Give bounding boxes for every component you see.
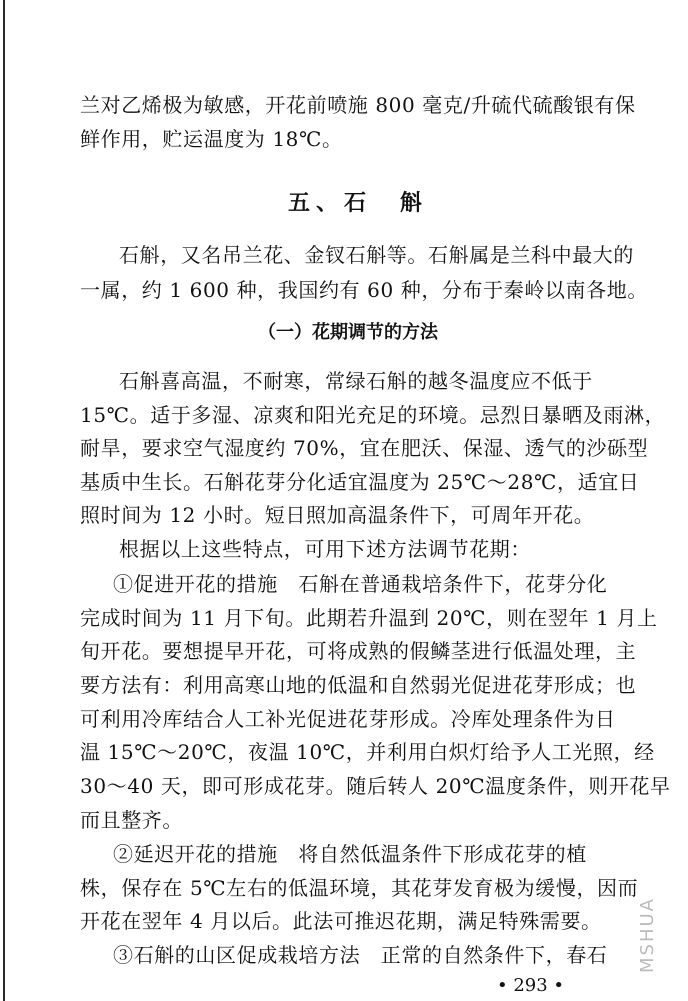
para2-line-4: 基质中生长。石斛花芽分化适宜温度为 25℃～28℃，适宜日	[80, 470, 640, 494]
subheading: （一）花期调节的方法	[258, 322, 438, 343]
para2-line-2: 15℃。适于多湿、凉爽和阳光充足的环境。忌烈日暴晒及雨淋，	[80, 403, 666, 427]
para1-line-1: 石斛，又名吊兰花、金钗石斛等。石斛属是兰科中最大的	[119, 243, 634, 267]
para2-line-1: 石斛喜高温，不耐寒，常绿石斛的越冬温度应不低于	[119, 369, 593, 393]
page-left-edge-rule	[3, 0, 5, 1001]
watermark-mark	[618, 880, 678, 990]
item1-line-4: 要方法有：利用高寒山地的低温和自然弱光促进花芽形成；也	[80, 673, 637, 697]
item1-line-6: 温 15℃～20℃，夜温 10℃，并利用白炽灯给予人工光照，经	[80, 740, 655, 764]
section-title: 五、石 斛	[288, 190, 429, 216]
intro-line-1: 兰对乙烯极为敏感，开花前喷施 800 毫克/升硫代硫酸银有保	[80, 93, 636, 117]
para1-line-2: 一属，约 1 600 种，我国约有 60 种，分布于秦岭以南各地。	[80, 278, 648, 302]
para2-line-5: 照时间为 12 小时。短日照加高温条件下，可周年开花。	[80, 503, 595, 527]
watermark	[618, 880, 678, 990]
intro-line-2: 鲜作用，贮运温度为 18℃。	[80, 127, 343, 151]
item2-line-2: 株，保存在 5℃左右的低温环境，其花芽发育极为缓慢，因而	[80, 876, 639, 900]
item1-line-8: 而且整齐。	[80, 808, 183, 832]
item2-line-1: ②延迟开花的措施 将自然低温条件下形成花芽的植	[113, 842, 587, 866]
item1-line-7: 30～40 天，即可形成花芽。随后转人 20℃温度条件，则开花早	[80, 774, 671, 798]
watermark-text: MSHUA	[637, 897, 658, 973]
page-number: • 293 •	[497, 975, 565, 996]
item2-line-3: 开花在翌年 4 月以后。此法可推迟花期，满足特殊需要。	[80, 909, 602, 933]
item1-line-1: ①促进开花的措施 石斛在普通栽培条件下，花芽分化	[113, 572, 608, 596]
item1-line-5: 可利用冷库结合人工补光促进花芽形成。冷库处理条件为日	[80, 707, 616, 731]
item3-line-1: ③石斛的山区促成栽培方法 正常的自然条件下，春石	[113, 943, 608, 967]
para3-line-1: 根据以上这些特点，可用下述方法调节花期：	[119, 537, 531, 561]
para2-line-3: 耐旱，要求空气湿度约 70%，宜在肥沃、保湿、透气的沙砾型	[80, 436, 649, 460]
item1-line-3: 旬开花。要想提早开花，可将成熟的假鳞茎进行低温处理，主	[80, 639, 637, 663]
item1-line-2: 完成时间为 11 月下旬。此期若升温到 20℃，则在翌年 1 月上	[80, 606, 658, 630]
